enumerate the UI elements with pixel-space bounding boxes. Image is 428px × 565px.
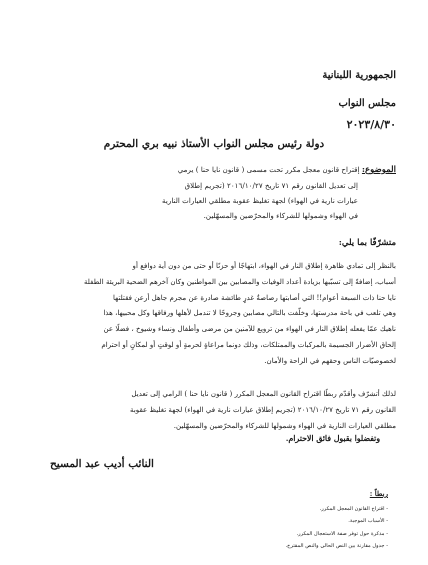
subject-line: عيارات نارية في الهواء) لجهة تغليظ عقوبة مطلقي العيارات النارية — [162, 196, 358, 205]
closing-line: وتفضلوا بقبول فائق الاحترام. — [285, 434, 380, 443]
attachments-title: ربطاً : — [369, 489, 388, 498]
letter-date: ٢٠٢٣/٨/٣٠ — [346, 118, 396, 131]
body-line: القانون رقم ٧١ تاريخ ٢٠١٦/١٠/٢٧ (تجريم إطلاق عيارات نارية في الهواء) لجهة تغليظ عقوبة — [130, 404, 396, 414]
attachment-item: - جدول مقارنة بين النص الحالي والنص المقترح. — [286, 540, 389, 552]
body-paragraph-1 — [24, 258, 396, 369]
intro-heading: متشرّفًا بما يلي: — [338, 238, 396, 248]
attachment-item: - مذكرة حول توفر صفة الاستعجال المكرر. — [286, 528, 389, 540]
signature: النائب أديب عبد المسيح — [50, 458, 154, 470]
subject-line — [24, 162, 396, 178]
subject-text: إقتراح قانون معجل مكرر تحت مسمى ( قانون نايا حنا ) يرمي — [177, 165, 360, 174]
attachment-item: - اقتراح القانون المعجل المكرر. — [286, 503, 389, 515]
body-line: لخصوصيّات الناس وحقهم في الراحة والأمان. — [264, 355, 396, 365]
body-line: ناهيك عمّا يفعله إطلاق النار في الهواء من ترويع للآمنين من مرضى وأطفال ونساء وشيوخ ، فضلًا عن — [103, 324, 396, 334]
subject-block — [24, 162, 396, 223]
body-line: وهي تلعب في باحة مدرستها، وخلّفت بالتالي مصابين وجروحًا لا تندمل لأهلها ورفاقها وكل محبيها، هذا — [103, 308, 396, 318]
letterhead-institution: مجلس النواب — [338, 98, 396, 109]
body-line: إلحاق الأضرار الجسيمة بالمركبات والممتلكات، وذلك دونما مراعاةٍ لحرمةٍ أو لوقتٍ أو لمكانٍ أو احترام — [101, 339, 396, 349]
attachment-item: - الأسباب الموجبة. — [286, 515, 389, 527]
body-line: بالنظر إلى تمادي ظاهرة إطلاق النار في الهواء، ابتهاجًا أو حزنًا أو حتى من دون أية دوافع أو — [132, 261, 396, 270]
attachments-list — [286, 503, 389, 552]
body-line: لذلك أتشرّف وأقدّم ربطًا اقتراح القانون المعجل المكرر ( قانون نايا حنا ) الرامي إلى تعديل — [131, 389, 396, 398]
subject-line: إلى تعديل القانون رقم ٧١ تاريخ ٢٠١٦/١٠/٢٧ (تجريم إطلاق — [184, 181, 358, 190]
body-line: مطلقي العيارات النارية في الهواء وشمولها للشركاء والمحرّضين والمسهّلين. — [173, 420, 396, 430]
body-line: نايا حنا ذات السبعة أعوام!! التي أصابتها رصاصةٌ غدرٍ طائشة صادرة عن مجرم جاهل أرعن فقتلتها — [113, 292, 396, 302]
subject-line: في الهواء وشمولها للشركاء والمحرّضين والمسهّلين. — [203, 211, 358, 220]
subject-label: الموضوع: — [361, 165, 396, 175]
letterhead-country: الجمهورية اللبنانية — [322, 70, 396, 81]
addressee: دولة رئيس مجلس النواب الأستاذ نبيه بري المحترم — [103, 138, 325, 150]
body-line: أسباب، إضافةً إلى تسبّبها بزيادة أعداد الوفيات والمصابين بين المواطنين وكان آخرهم الضحية البريئة الطفلة — [84, 276, 396, 286]
body-paragraph-2 — [24, 386, 396, 433]
